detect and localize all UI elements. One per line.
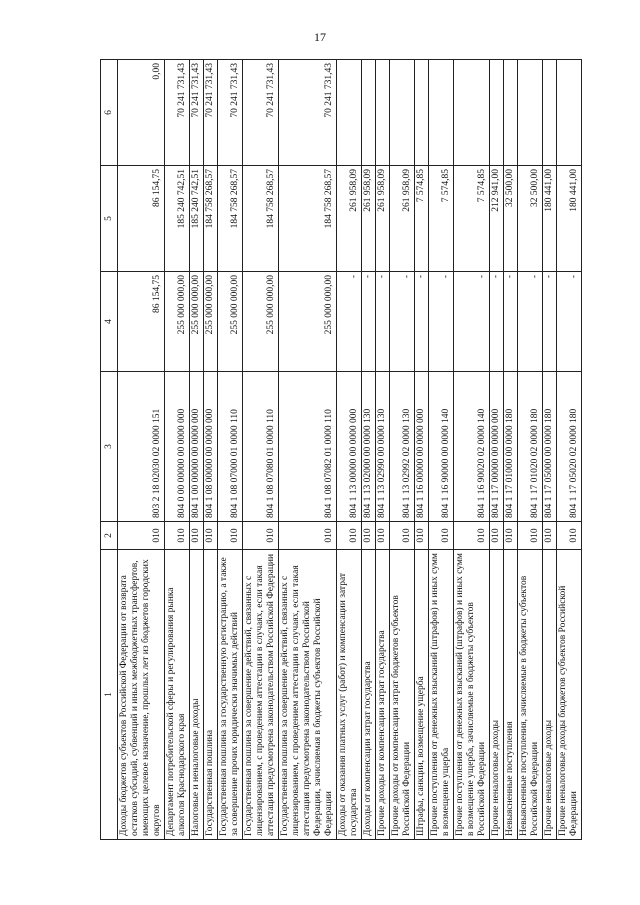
cell-kbk: 804 1 17 01020 02 0000 180 (518, 372, 543, 522)
table-row (376, 60, 390, 840)
cell-v4: - (362, 272, 376, 372)
cell-kbk: 804 1 17 00000 00 0000 000 (490, 372, 504, 522)
cell-code: 010 (504, 522, 518, 550)
table-row (190, 60, 204, 840)
cell-name: Доходы от оказания платных услуг (работ) и компенсации затрат государства (337, 550, 362, 840)
cell-v6 (454, 60, 490, 166)
cell-kbk: 804 1 08 07080 01 0000 110 (243, 372, 279, 522)
cell-name: Прочие поступления от денежных взысканий (штрафов) и иных сумм в возмещение ущерба, зачисляемые в бюджеты субъектов Российской Федерации (454, 550, 490, 840)
cell-kbk: 804 1 17 05020 02 0000 180 (557, 372, 582, 522)
cell-kbk: 804 1 16 90020 02 0000 140 (454, 372, 490, 522)
cell-v5: 261 958,09 (362, 166, 376, 272)
cell-name: Государственная пошлина за государственную регистрацию, а также за совершение прочих юридически значимых действий (218, 550, 243, 840)
cell-code: 010 (204, 522, 218, 550)
cell-v4: 255 000 000,00 (190, 272, 204, 372)
cell-name: Невыясненные поступления, зачисляемые в бюджеты субъектов Российской Федерации (518, 550, 543, 840)
cell-v5: 7 574,85 (454, 166, 490, 272)
cell-v5: 184 758 268,57 (279, 166, 337, 272)
cell-name: Доходы бюджетов субъектов Российской Федерации от возврата остатков субсидий, субвенций и иных межбюджетных трансфертов, имеющих целевое назначение, прошлых лет из бюджетов городских округов (118, 550, 165, 840)
col-header-2: 2 (101, 522, 118, 550)
cell-code: 010 (454, 522, 490, 550)
cell-v5: 180 441,00 (543, 166, 557, 272)
cell-v6 (362, 60, 376, 166)
cell-v4: - (337, 272, 362, 372)
table-row (243, 60, 279, 840)
cell-code: 010 (557, 522, 582, 550)
col-header-6: 6 (101, 60, 118, 166)
cell-name: Налоговые и неналоговые доходы (190, 550, 204, 840)
cell-name: Прочие поступления от денежных взысканий (штрафов) и иных сумм в возмещение ущерба (429, 550, 454, 840)
cell-code: 010 (376, 522, 390, 550)
cell-v5: 7 574,85 (429, 166, 454, 272)
table-row (337, 60, 362, 840)
cell-v6 (337, 60, 362, 166)
cell-v4: 255 000 000,00 (218, 272, 243, 372)
header-row (101, 60, 118, 840)
cell-code: 010 (165, 522, 190, 550)
cell-name: Прочие доходы от компенсации затрат бюджетов субъектов Российской Федерации (390, 550, 415, 840)
cell-v6: 70 241 731,43 (218, 60, 243, 166)
cell-name: Государственная пошлина за совершение действий, связанных с лицензированием, с проведением аттестации в случаях, если такая аттестация предусмотрена законодательством Российской Федерации, зачисляемая в бюджеты субъектов Российской Федерации (279, 550, 337, 840)
cell-v6 (490, 60, 504, 166)
cell-kbk: 804 1 16 90000 00 0000 140 (429, 372, 454, 522)
cell-kbk: 804 1 13 02000 00 0000 130 (362, 372, 376, 522)
cell-v6: 70 241 731,43 (204, 60, 218, 166)
cell-name: Прочие доходы от компенсации затрат государства (376, 550, 390, 840)
cell-v6 (415, 60, 429, 166)
col-header-3: 3 (101, 372, 118, 522)
table-row (279, 60, 337, 840)
cell-v4: 255 000 000,00 (165, 272, 190, 372)
table-row (504, 60, 518, 840)
cell-v6 (504, 60, 518, 166)
col-header-1: 1 (101, 550, 118, 840)
cell-v4: - (415, 272, 429, 372)
cell-v5: 261 958,09 (337, 166, 362, 272)
cell-v6 (429, 60, 454, 166)
report-table (100, 59, 582, 840)
cell-code: 010 (190, 522, 204, 550)
cell-name: Государственная пошлина за совершение действий, связанных с лицензированием, с проведением аттестации в случаях, если такая аттестация предусмотрена законодательством Российской Федерации (243, 550, 279, 840)
cell-name: Невыясненные поступления (504, 550, 518, 840)
table-row (429, 60, 454, 840)
table-row (218, 60, 243, 840)
table-row (204, 60, 218, 840)
cell-name: Прочие неналоговые доходы бюджетов субъектов Российской Федерации (557, 550, 582, 840)
cell-v5: 32 500,00 (518, 166, 543, 272)
cell-kbk: 803 2 18 02030 02 0000 151 (118, 372, 165, 522)
table-body (118, 60, 582, 840)
cell-v6: 70 241 731,43 (190, 60, 204, 166)
cell-v4: - (429, 272, 454, 372)
cell-code: 010 (490, 522, 504, 550)
cell-v4: - (376, 272, 390, 372)
cell-kbk: 804 0 00 00000 00 0000 000 (165, 372, 190, 522)
cell-code: 010 (429, 522, 454, 550)
cell-v5: 261 958,09 (376, 166, 390, 272)
cell-kbk: 804 1 13 00000 00 0000 000 (337, 372, 362, 522)
table-row (415, 60, 429, 840)
table-row (490, 60, 504, 840)
cell-code: 010 (118, 522, 165, 550)
cell-name: Штрафы, санкции, возмещение ущерба (415, 550, 429, 840)
cell-code: 010 (218, 522, 243, 550)
cell-kbk: 804 1 17 05000 00 0000 180 (543, 372, 557, 522)
cell-v6: 70 241 731,43 (279, 60, 337, 166)
cell-code: 010 (415, 522, 429, 550)
cell-kbk: 804 1 08 00000 00 0000 000 (204, 372, 218, 522)
cell-v5: 184 758 268,57 (243, 166, 279, 272)
cell-kbk: 804 1 00 00000 00 0000 000 (190, 372, 204, 522)
cell-kbk: 804 1 08 07000 01 0000 110 (218, 372, 243, 522)
cell-v5: 185 240 742,51 (190, 166, 204, 272)
cell-code: 010 (543, 522, 557, 550)
table-row (165, 60, 190, 840)
cell-v6 (518, 60, 543, 166)
cell-v6: 0,00 (118, 60, 165, 166)
cell-code: 010 (362, 522, 376, 550)
cell-v4: - (390, 272, 415, 372)
table-row (390, 60, 415, 840)
cell-v4: 255 000 000,00 (204, 272, 218, 372)
cell-code: 010 (337, 522, 362, 550)
report-table-rotated (100, 60, 580, 840)
cell-v6: 70 241 731,43 (165, 60, 190, 166)
page-number: 17 (314, 30, 326, 44)
cell-v4: - (454, 272, 490, 372)
cell-v4: - (490, 272, 504, 372)
table-row (543, 60, 557, 840)
table-row (362, 60, 376, 840)
cell-v4: - (543, 272, 557, 372)
cell-v5: 184 758 268,57 (218, 166, 243, 272)
cell-name: Прочие неналоговые доходы (490, 550, 504, 840)
cell-v5: 184 758 268,57 (204, 166, 218, 272)
cell-v6: 70 241 731,43 (243, 60, 279, 166)
cell-name: Доходы от компенсации затрат государства (362, 550, 376, 840)
cell-v5: 86 154,75 (118, 166, 165, 272)
table-row (557, 60, 582, 840)
cell-code: 010 (243, 522, 279, 550)
cell-name: Прочие неналоговые доходы (543, 550, 557, 840)
col-header-4: 4 (101, 272, 118, 372)
table-row (454, 60, 490, 840)
cell-v6 (557, 60, 582, 166)
cell-name: Государственная пошлина (204, 550, 218, 840)
cell-name: Департамент потребительской сферы и регулирования рынка алкоголя Краснодарского края (165, 550, 190, 840)
cell-v4: - (557, 272, 582, 372)
cell-v4: 255 000 000,00 (243, 272, 279, 372)
cell-v5: 180 441,00 (557, 166, 582, 272)
cell-v4: - (504, 272, 518, 372)
cell-v6 (376, 60, 390, 166)
cell-v5: 7 574,85 (415, 166, 429, 272)
cell-v5: 32 500,00 (504, 166, 518, 272)
cell-v4: - (518, 272, 543, 372)
cell-v5: 261 958,09 (390, 166, 415, 272)
cell-v6 (543, 60, 557, 166)
cell-code: 010 (390, 522, 415, 550)
cell-v4: 255 000 000,00 (279, 272, 337, 372)
cell-kbk: 804 1 17 01000 00 0000 180 (504, 372, 518, 522)
cell-code: 010 (279, 522, 337, 550)
cell-code: 010 (518, 522, 543, 550)
cell-kbk: 804 1 13 02992 02 0000 130 (390, 372, 415, 522)
cell-v4: 86 154,75 (118, 272, 165, 372)
cell-kbk: 804 1 16 00000 00 0000 000 (415, 372, 429, 522)
cell-v5: 212 941,00 (490, 166, 504, 272)
table-row (118, 60, 165, 840)
cell-kbk: 804 1 13 02990 00 0000 130 (376, 372, 390, 522)
cell-v5: 185 240 742,51 (165, 166, 190, 272)
col-header-5: 5 (101, 166, 118, 272)
cell-v6 (390, 60, 415, 166)
cell-kbk: 804 1 08 07082 01 0000 110 (279, 372, 337, 522)
table-row (518, 60, 543, 840)
